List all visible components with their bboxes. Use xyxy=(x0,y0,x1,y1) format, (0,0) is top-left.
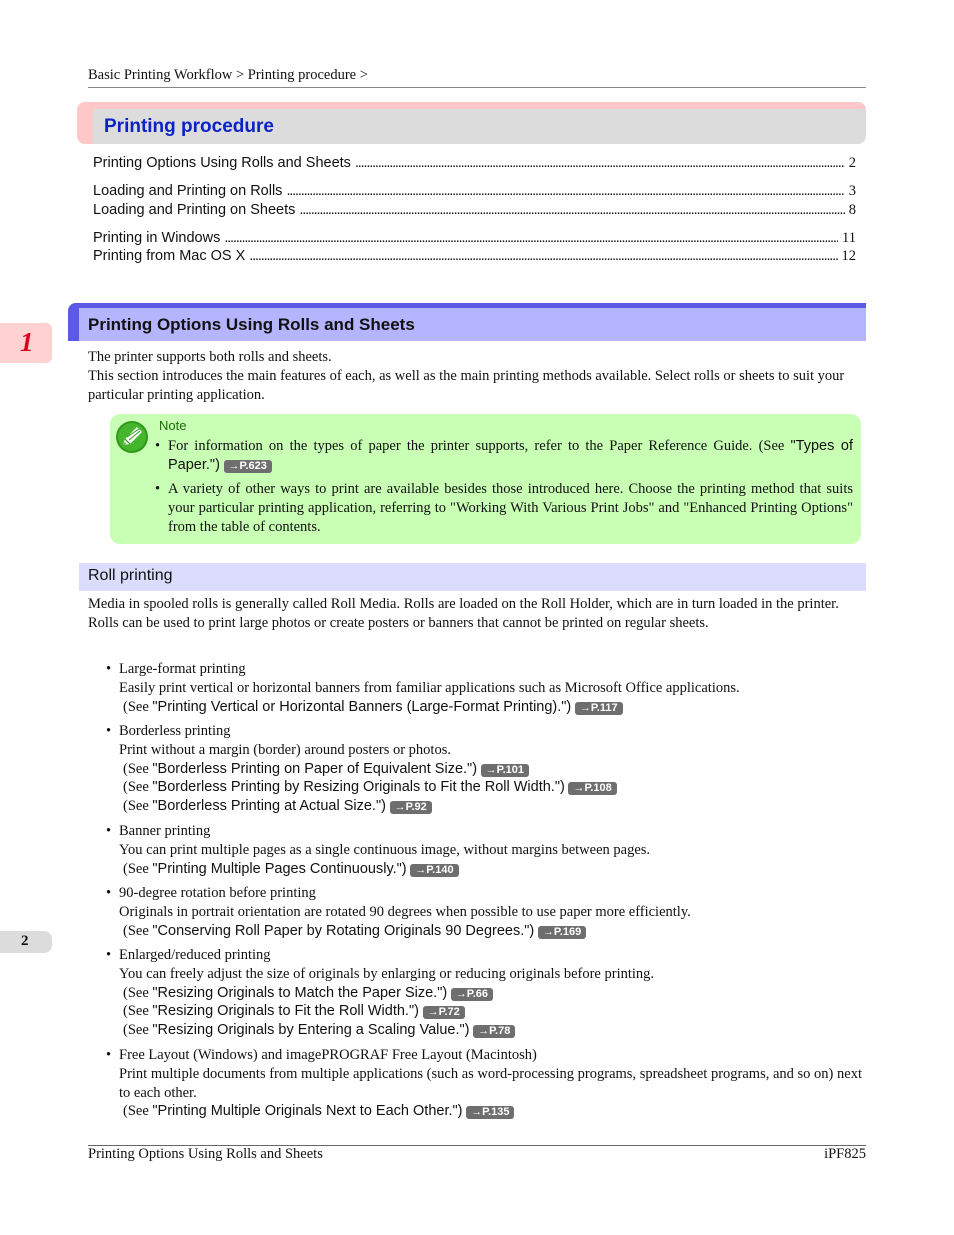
ref-link[interactable]: "Resizing Originals to Fit the Roll Width.") xyxy=(152,1003,419,1020)
item-title: 90-degree rotation before printing xyxy=(119,885,316,901)
item-title: Free Layout (Windows) and imagePROGRAF Free Layout (Macintosh) xyxy=(119,1047,537,1063)
toc-page: 11 xyxy=(842,230,856,246)
page-ref-badge[interactable]: →P.117 xyxy=(575,702,623,715)
page-title-box xyxy=(77,102,866,144)
page-number: 2 xyxy=(21,933,29,949)
ref-link[interactable]: "Printing Multiple Pages Continuously.") xyxy=(152,860,407,877)
ref-link[interactable]: "Borderless Printing by Resizing Originals to Fit the Roll Width.") xyxy=(152,779,565,796)
item-title: Large-format printing xyxy=(119,661,246,677)
ref-link[interactable]: "Resizing Originals to Match the Paper Size.") xyxy=(152,984,448,1001)
ref-link[interactable]: "Borderless Printing at Actual Size.") xyxy=(152,798,386,815)
bullet: • xyxy=(106,885,112,901)
note-label: Note xyxy=(159,418,187,433)
toc-label: Loading and Printing on Sheets xyxy=(93,202,296,218)
list-item xyxy=(106,660,866,716)
item-desc: Print multiple documents from multiple applications (such as word-processing programs, spreadsheet programs, and so on) next to each other. xyxy=(119,1065,862,1101)
toc-label: Printing in Windows xyxy=(93,230,221,246)
page-ref-badge[interactable]: →P.108 xyxy=(568,782,616,795)
subsection-heading-box xyxy=(79,563,866,591)
ref-link[interactable]: "Printing Vertical or Horizontal Banners (Large-Format Printing).") xyxy=(152,698,572,715)
page-ref-badge[interactable]: →P.101 xyxy=(481,764,529,777)
see-ref: (See "Borderless Printing by Resizing Originals to Fit the Roll Width.") →P.108 xyxy=(123,778,866,797)
section-intro xyxy=(88,348,866,405)
page-ref-badge[interactable]: →P.66 xyxy=(451,988,493,1001)
chapter-tab xyxy=(0,323,52,363)
header-rule xyxy=(88,87,866,88)
bullet: • xyxy=(106,823,112,839)
footer-model: iPF825 xyxy=(824,1146,866,1162)
toc-entry[interactable] xyxy=(93,230,856,247)
see-ref: (See "Resizing Originals by Entering a Scaling Value.") →P.78 xyxy=(123,1021,866,1040)
note-item: • A variety of other ways to print are available besides those introduced here. Choose the printing method that suits your particular printing application, referring to "Working With Various Print Jobs" and "Enhanced Printing Options" from the table of contents. xyxy=(155,481,853,535)
bullet: • xyxy=(155,481,161,497)
chapter-number: 1 xyxy=(20,327,34,357)
item-title: Borderless printing xyxy=(119,723,231,739)
page-ref-badge[interactable]: →P.78 xyxy=(473,1025,515,1038)
item-desc: You can freely adjust the size of originals by enlarging or reducing originals before printing. xyxy=(119,965,655,982)
toc-page: 8 xyxy=(848,202,856,218)
item-title: Enlarged/reduced printing xyxy=(119,947,271,963)
section-title: Printing Options Using Rolls and Sheets xyxy=(88,315,415,334)
page-ref-badge[interactable]: →P.169 xyxy=(538,926,586,939)
breadcrumb: Basic Printing Workflow > Printing procedure > xyxy=(88,67,368,83)
note-item: • For information on the types of paper the printer supports, refer to the Paper Reference Guide. (See "Types of Paper.") →P.623 xyxy=(155,438,853,473)
page-ref-badge[interactable]: →P.92 xyxy=(390,801,432,814)
subsection-title: Roll printing xyxy=(88,567,173,584)
ref-link[interactable]: "Borderless Printing on Paper of Equivalent Size.") xyxy=(152,760,478,777)
item-desc: Print without a margin (border) around posters or photos. xyxy=(119,741,451,758)
bullet: • xyxy=(155,438,161,454)
roll-para: Rolls can be used to print large photos or create posters or banners that cannot be printed on regular sheets. xyxy=(88,615,709,631)
toc-entry[interactable] xyxy=(93,248,856,265)
pencil-icon xyxy=(115,420,149,454)
item-title: Banner printing xyxy=(119,823,211,839)
note-link[interactable]: "Types of Paper.") xyxy=(168,438,853,473)
see-ref: (See "Printing Multiple Originals Next to Each Other.") →P.135 xyxy=(123,1102,866,1121)
list-item xyxy=(106,822,866,878)
list-item xyxy=(106,722,866,816)
page-ref-badge[interactable]: →P.135 xyxy=(466,1106,514,1119)
bullet: • xyxy=(106,661,112,677)
page-ref-badge[interactable]: →P.72 xyxy=(423,1006,465,1019)
page-number-tab xyxy=(0,931,52,953)
list-item xyxy=(106,1046,866,1121)
ref-link[interactable]: "Resizing Originals by Entering a Scaling Value.") xyxy=(152,1022,470,1039)
footer-section-title: Printing Options Using Rolls and Sheets xyxy=(88,1146,323,1162)
bullet: • xyxy=(106,1047,112,1063)
intro-line: The printer supports both rolls and sheets. xyxy=(88,349,332,365)
list-item xyxy=(106,884,866,940)
intro-line: This section introduces the main features of each, as well as the main printing methods available. Select rolls or sheets to suit your particular printing application. xyxy=(88,368,845,403)
item-desc: Originals in portrait orientation are rotated 90 degrees when possible to use paper more efficiently. xyxy=(119,903,691,920)
toc-entry[interactable] xyxy=(93,155,856,172)
note-box xyxy=(110,414,861,544)
see-ref: (See "Conserving Roll Paper by Rotating Originals 90 Degrees.") →P.169 xyxy=(123,922,866,941)
toc-entry[interactable] xyxy=(93,202,856,219)
page-title: Printing procedure xyxy=(104,116,274,137)
roll-intro xyxy=(88,595,866,633)
see-ref: (See "Printing Vertical or Horizontal Banners (Large-Format Printing).") →P.117 xyxy=(123,698,866,717)
see-ref: (See "Resizing Originals to Fit the Roll Width.") →P.72 xyxy=(123,1002,866,1021)
item-desc: Easily print vertical or horizontal banners from familiar applications such as Microsoft Office applications. xyxy=(119,679,740,696)
toc-label: Loading and Printing on Rolls xyxy=(93,183,283,199)
bullet: • xyxy=(106,947,112,963)
page-ref-badge[interactable]: →P.140 xyxy=(410,864,458,877)
toc-label: Printing Options Using Rolls and Sheets xyxy=(93,155,351,171)
see-ref: (See "Borderless Printing at Actual Size.") →P.92 xyxy=(123,797,866,816)
toc-page: 2 xyxy=(848,155,856,171)
toc-entry[interactable] xyxy=(93,183,856,200)
toc-page: 3 xyxy=(848,183,856,199)
see-ref: (See "Printing Multiple Pages Continuously.") →P.140 xyxy=(123,860,866,879)
ref-link[interactable]: "Printing Multiple Originals Next to Each Other.") xyxy=(152,1103,463,1120)
list-item xyxy=(106,946,866,1040)
toc-label: Printing from Mac OS X xyxy=(93,248,246,264)
see-ref: (See "Borderless Printing on Paper of Equivalent Size.") →P.101 xyxy=(123,760,866,779)
roll-para: Media in spooled rolls is generally called Roll Media. Rolls are loaded on the Roll Holder, which are in turn loaded in the printer. xyxy=(88,596,839,612)
ref-link[interactable]: "Conserving Roll Paper by Rotating Originals 90 Degrees.") xyxy=(152,922,535,939)
item-desc: You can print multiple pages as a single continuous image, without margins between pages. xyxy=(119,841,651,858)
bullet: • xyxy=(106,723,112,739)
see-ref: (See "Resizing Originals to Match the Paper Size.") →P.66 xyxy=(123,984,866,1003)
page-ref-badge[interactable]: →P.623 xyxy=(224,460,272,473)
toc-page: 12 xyxy=(841,248,856,264)
section-heading-box xyxy=(68,303,866,341)
